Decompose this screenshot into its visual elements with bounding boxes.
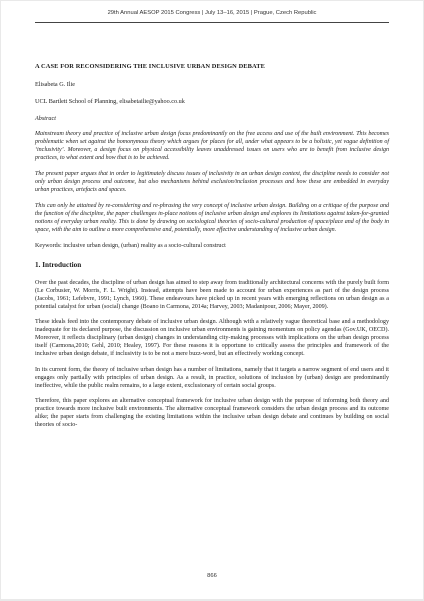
paper-page (1, 1, 423, 599)
header-rule (35, 22, 389, 23)
body-paragraph: Therefore, this paper explores an alternative conceptual framework for inclusive urban design with the purpose of informing both theory and practice towards more inclusive built environments. The alternative conceptual framework considers the urban design process and its outcome alike; the paper starts from challenging the existing limitations within the inclusive urban design debate and continues by building on social theories of socio- (35, 397, 389, 429)
body-paragraph: Over the past decades, the discipline of urban design has aimed to step away from traditionally architectural concerns with the purely built form (Le Corbusier, W. Morris, F. L. Wright). Instead, attempts have been made to account for urban experiences as part of the design process (Jacobs, 1961; Lefebvre, 1991; Lynch, 1960). These endeavours have picked up in recent years with emerging reflections on urban design as a potential catalyst for urban (social) change (Boano in Carmona, 2014a; Harvey, 2003; Madanipour, 2006; Mayer, 2009). (35, 279, 389, 310)
author-affiliation: UCL Bartlett School of Planning, elisabetailie@yahoo.co.uk (35, 98, 185, 105)
abstract-paragraph: The present paper argues that in order to legitimately discuss issues of inclusivity in an urban design context, the discipline needs to consider not only urban design process and outcome, but also mechanisms behind exclusion/inclusion processes and how these are embedded in everyday urban practices, artefacts and spaces. (35, 171, 389, 194)
author-name: Elisabeta G. Ilie (35, 81, 76, 88)
abstract-paragraph: Mainstream theory and practice of inclusive urban design focus predominantly on the free access and use of the built environment. This becomes problematic when set against the homonymous theory which argues for places for all, under what appears to be a holistic, yet vague definition of ‘inclusivity’. Moreover, a design focus on physical accessibility leaves unaddressed issues on users who are to benefit from inclusive design practices, to what extent and how that is to be achieved. (35, 131, 389, 162)
keywords-line: Keywords: inclusive urban design, (urban) reality as a socio-cultural construct (35, 243, 226, 250)
body-paragraph: In its current form, the theory of inclusive urban design has a number of limitations, namely that it targets a narrow segment of end users and it engages only partially with principles of urban design. As a result, in practice, solutions of inclusion by (urban) design are predominantly ineffective, while the public realm remains, to a large extent, exclusionary of certain social groups. (35, 366, 389, 389)
abstract-paragraph: This can only be attained by re-considering and re-phrasing the very concept of inclusive urban design. Building on a critique of the purpose and the function of the discipline, the paper challenges in-place notions of inclusive urban design and explores its limitations against taken-for-granted notions of everyday urban reality. This is done by drawing on sociological theories of socio-cultural production of space/place and of the body in space, with the aim to outline a more comprehensive and, potentially, more effective understanding of inclusive urban design. (35, 203, 389, 234)
section-heading: 1. Introduction (35, 261, 82, 270)
page-number: 866 (207, 573, 217, 579)
paper-title: A CASE FOR RECONSIDERING THE INCLUSIVE URBAN DESIGN DEBATE (35, 63, 265, 70)
abstract-heading: Abstract (35, 115, 56, 122)
body-paragraph: These ideals feed into the contemporary debate of inclusive urban design. Although with a relatively vague theoretical base and a methodology inadequate for its declared purpose, the discussion on inclusive urban environments is gaining momentum on policy agendas (Gov.UK, OECD). Moreover, it reflects disciplinary (urban design) changes in understanding city-making processes with implications on the urban design process itself (Carmona,2010; Gehl, 2010; Healey, 1997). For these reasons it is opportune to critically assess the principles and framework of the inclusive urban design debate, if inclusivity is to be not a mere buzz-word, but an effectively working concept. (35, 319, 389, 358)
running-header: 29th Annual AESOP 2015 Congress | July 13–16, 2015 | Prague, Czech Republic (107, 10, 317, 16)
page-content (35, 63, 389, 436)
